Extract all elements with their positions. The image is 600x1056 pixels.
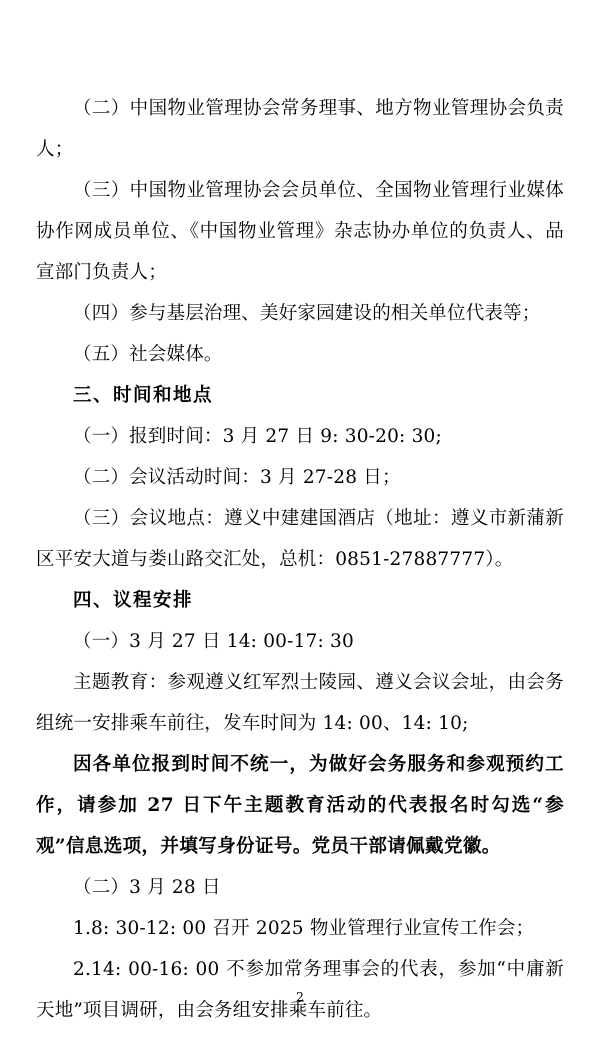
paragraph-attendees-grassroots-units: （四）参与基层治理、美好家园建设的相关单位代表等； [73,303,541,324]
paragraph-meeting-time: （二）会议活动时间：3 月 27-28 日； [73,467,401,488]
paragraph-registration-notice: 因各单位报到时间不统一，为做好会务服务和参观预约工作，请参加 27 日下午主题教育活动的代表报名时勾选“参观”信息选项，并填写身份证号。党员干部请佩戴党徽。 [36,754,564,857]
paragraph-agenda-day2-item2: 2.14: 00-16: 00 不参加常务理事会的代表，参加“中庸新天地”项目调研，由会务组安排乘车前往。 [36,959,564,1021]
section-heading-agenda: 四、议程安排 [73,590,194,611]
paragraph-agenda-day1-time: （一）3 月 27 日 14: 00-17: 30 [73,631,354,652]
paragraph-attendees-media: （五）社会媒体。 [73,344,223,365]
paragraph-meeting-venue: （三）会议地点：遵义中建建国酒店（地址：遵义市新蒲新区平安大道与娄山路交汇处，总机：0851-27887777）。 [36,508,564,570]
document-body [36,88,564,1031]
paragraph-agenda-day2-date: （二）3 月 28 日 [73,877,221,898]
paragraph-attendees-member-units: （三）中国物业管理协会会员单位、全国物业管理行业媒体协作网成员单位、《中国物业管理》杂志协办单位的负责人、品宣部门负责人； [36,180,564,283]
paragraph-agenda-day1-theme-education: 主题教育：参观遵义红军烈士陵园、遵义会议会址，由会务组统一安排乘车前往，发车时间为 14: 00、14: 10; [36,672,564,734]
paragraph-registration-time: （一）报到时间：3 月 27 日 9: 30-20: 30; [73,426,442,447]
paragraph-attendees-standing-directors: （二）中国物业管理协会常务理事、地方物业管理协会负责人； [36,98,564,160]
page-number: 2 [296,989,304,1004]
paragraph-agenda-day2-item1: 1.8: 30-12: 00 召开 2025 物业管理行业宣传工作会； [73,918,535,939]
section-heading-time-and-place: 三、时间和地点 [73,385,214,406]
